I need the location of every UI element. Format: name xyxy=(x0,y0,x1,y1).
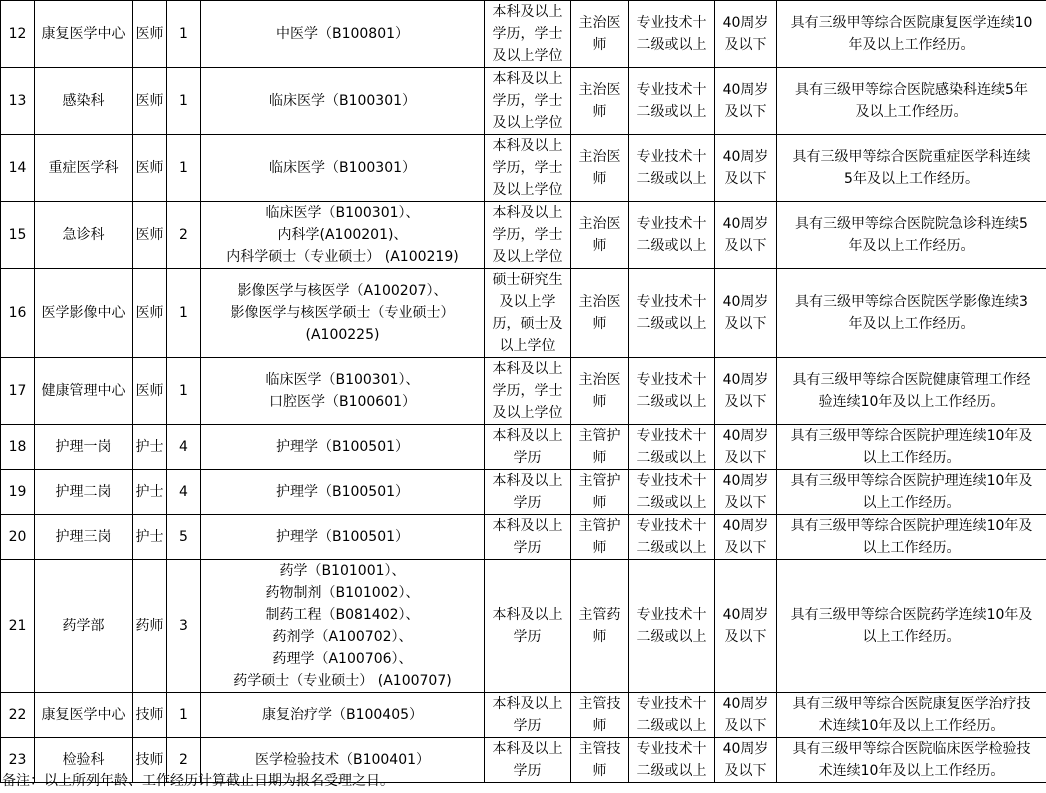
cell-count: 1 xyxy=(167,693,201,738)
cell-major: 护理学（B100501） xyxy=(201,470,485,515)
cell-age: 40周岁 及以下 xyxy=(715,135,777,202)
cell-req: 具有三级甲等综合医院药学连续10年及 以上工作经历。 xyxy=(777,560,1046,693)
table-row xyxy=(1,358,1046,425)
cell-grade: 专业技术十 二级或以上 xyxy=(629,358,715,425)
cell-dept: 感染科 xyxy=(35,68,133,135)
cell-grade: 专业技术十 二级或以上 xyxy=(629,470,715,515)
cell-rank: 主治医 师 xyxy=(571,68,629,135)
cell-dept: 护理三岗 xyxy=(35,515,133,560)
cell-major: 临床医学（B100301） xyxy=(201,135,485,202)
table-row xyxy=(1,269,1046,358)
cell-edu: 硕士研究生 及以上学 历，硕士及 以上学位 xyxy=(485,269,571,358)
cell-no: 13 xyxy=(1,68,35,135)
cell-req: 具有三级甲等综合医院康复医学治疗技 术连续10年及以上工作经历。 xyxy=(777,693,1046,738)
cell-req: 具有三级甲等综合医院重症医学科连续 5年及以上工作经历。 xyxy=(777,135,1046,202)
cell-age: 40周岁 及以下 xyxy=(715,358,777,425)
cell-no: 12 xyxy=(1,1,35,68)
cell-age: 40周岁 及以下 xyxy=(715,269,777,358)
table-row xyxy=(1,425,1046,470)
cell-grade: 专业技术十 二级或以上 xyxy=(629,135,715,202)
table-row xyxy=(1,68,1046,135)
cell-no: 14 xyxy=(1,135,35,202)
cell-no: 21 xyxy=(1,560,35,693)
cell-no: 18 xyxy=(1,425,35,470)
cell-req: 具有三级甲等综合医院护理连续10年及 以上工作经历。 xyxy=(777,470,1046,515)
cell-count: 1 xyxy=(167,68,201,135)
table-row xyxy=(1,470,1046,515)
cell-title: 护士 xyxy=(133,515,167,560)
cell-title: 技师 xyxy=(133,693,167,738)
cell-dept: 康复医学中心 xyxy=(35,693,133,738)
cell-count: 5 xyxy=(167,515,201,560)
cell-no: 19 xyxy=(1,470,35,515)
table-row xyxy=(1,560,1046,693)
cell-rank: 主管护 师 xyxy=(571,515,629,560)
cell-no: 17 xyxy=(1,358,35,425)
cell-grade: 专业技术十 二级或以上 xyxy=(629,1,715,68)
cell-major: 临床医学（B100301） xyxy=(201,68,485,135)
cell-rank: 主管护 师 xyxy=(571,470,629,515)
table-row xyxy=(1,1,1046,68)
cell-age: 40周岁 及以下 xyxy=(715,693,777,738)
cell-grade: 专业技术十 二级或以上 xyxy=(629,693,715,738)
cell-req: 具有三级甲等综合医院感染科连续5年 及以上工作经历。 xyxy=(777,68,1046,135)
cell-title: 医师 xyxy=(133,135,167,202)
cell-req: 具有三级甲等综合医院护理连续10年及 以上工作经历。 xyxy=(777,425,1046,470)
cell-no: 23 xyxy=(1,738,35,783)
cell-major: 康复治疗学（B100405） xyxy=(201,693,485,738)
cell-edu: 本科及以上 学历 xyxy=(485,425,571,470)
cell-dept: 健康管理中心 xyxy=(35,358,133,425)
cell-count: 1 xyxy=(167,1,201,68)
cell-no: 16 xyxy=(1,269,35,358)
cell-no: 22 xyxy=(1,693,35,738)
cell-title: 护士 xyxy=(133,425,167,470)
cell-age: 40周岁 及以下 xyxy=(715,515,777,560)
cell-rank: 主治医 师 xyxy=(571,135,629,202)
cell-count: 4 xyxy=(167,470,201,515)
cell-edu: 本科及以上 学历，学士 及以上学位 xyxy=(485,135,571,202)
cell-edu: 本科及以上 学历 xyxy=(485,515,571,560)
cell-rank: 主治医 师 xyxy=(571,358,629,425)
cell-count: 4 xyxy=(167,425,201,470)
cell-major: 药学（B101001）、 药物制剂（B101002）、 制药工程（B081402）、 药剂学（A100702）、 药理学（A100706）、 药学硕士（专业硕士） (A100707) xyxy=(201,560,485,693)
cell-major: 影像医学与核医学（A100207）、 影像医学与核医学硕士（专业硕士） (A100225) xyxy=(201,269,485,358)
cell-edu: 本科及以上 学历 xyxy=(485,693,571,738)
cell-rank: 主治医 师 xyxy=(571,1,629,68)
cell-grade: 专业技术十 二级或以上 xyxy=(629,738,715,783)
cell-grade: 专业技术十 二级或以上 xyxy=(629,202,715,269)
cell-dept: 急诊科 xyxy=(35,202,133,269)
cell-age: 40周岁 及以下 xyxy=(715,470,777,515)
cell-dept: 检验科 xyxy=(35,738,133,783)
cell-major: 临床医学（B100301）、 口腔医学（B100601） xyxy=(201,358,485,425)
table-row xyxy=(1,515,1046,560)
cell-title: 医师 xyxy=(133,358,167,425)
cell-edu: 本科及以上 学历 xyxy=(485,738,571,783)
cell-title: 医师 xyxy=(133,1,167,68)
cell-no: 15 xyxy=(1,202,35,269)
cell-age: 40周岁 及以下 xyxy=(715,202,777,269)
cell-grade: 专业技术十 二级或以上 xyxy=(629,560,715,693)
cell-major: 临床医学（B100301）、 内科学(A100201)、 内科学硕士（专业硕士） (A100219) xyxy=(201,202,485,269)
cell-title: 医师 xyxy=(133,269,167,358)
cell-grade: 专业技术十 二级或以上 xyxy=(629,425,715,470)
cell-age: 40周岁 及以下 xyxy=(715,1,777,68)
cell-edu: 本科及以上 学历 xyxy=(485,560,571,693)
cell-dept: 重症医学科 xyxy=(35,135,133,202)
cell-grade: 专业技术十 二级或以上 xyxy=(629,269,715,358)
cell-edu: 本科及以上 学历，学士 及以上学位 xyxy=(485,202,571,269)
cell-title: 医师 xyxy=(133,202,167,269)
cell-dept: 康复医学中心 xyxy=(35,1,133,68)
table-row xyxy=(1,693,1046,738)
cell-count: 1 xyxy=(167,358,201,425)
cell-dept: 药学部 xyxy=(35,560,133,693)
cell-rank: 主管药 师 xyxy=(571,560,629,693)
cell-major: 护理学（B100501） xyxy=(201,425,485,470)
cell-grade: 专业技术十 二级或以上 xyxy=(629,515,715,560)
cell-dept: 医学影像中心 xyxy=(35,269,133,358)
cell-age: 40周岁 及以下 xyxy=(715,425,777,470)
cell-age: 40周岁 及以下 xyxy=(715,560,777,693)
cell-req: 具有三级甲等综合医院院急诊科连续5 年及以上工作经历。 xyxy=(777,202,1046,269)
cell-title: 护士 xyxy=(133,470,167,515)
cell-count: 3 xyxy=(167,560,201,693)
cell-major: 医学检验技术（B100401） xyxy=(201,738,485,783)
table-row xyxy=(1,135,1046,202)
cell-edu: 本科及以上 学历，学士 及以上学位 xyxy=(485,68,571,135)
cell-rank: 主管技 师 xyxy=(571,738,629,783)
cell-grade: 专业技术十 二级或以上 xyxy=(629,68,715,135)
cell-edu: 本科及以上 学历 xyxy=(485,470,571,515)
cell-req: 具有三级甲等综合医院护理连续10年及 以上工作经历。 xyxy=(777,515,1046,560)
cell-dept: 护理二岗 xyxy=(35,470,133,515)
cell-req: 具有三级甲等综合医院健康管理工作经 验连续10年及以上工作经历。 xyxy=(777,358,1046,425)
cell-rank: 主治医 师 xyxy=(571,202,629,269)
cell-age: 40周岁 及以下 xyxy=(715,738,777,783)
cell-count: 1 xyxy=(167,135,201,202)
cell-req: 具有三级甲等综合医院康复医学连续10 年及以上工作经历。 xyxy=(777,1,1046,68)
cell-no: 20 xyxy=(1,515,35,560)
cell-title: 技师 xyxy=(133,738,167,783)
cell-age: 40周岁 及以下 xyxy=(715,68,777,135)
table-row xyxy=(1,202,1046,269)
footnote: 备注：以上所列年龄、工作经历计算截止日期为报名受理之日。 xyxy=(2,773,394,789)
cell-rank: 主治医 师 xyxy=(571,269,629,358)
cell-title: 药师 xyxy=(133,560,167,693)
cell-req: 具有三级甲等综合医院临床医学检验技 术连续10年及以上工作经历。 xyxy=(777,738,1046,783)
cell-req: 具有三级甲等综合医院医学影像连续3 年及以上工作经历。 xyxy=(777,269,1046,358)
cell-rank: 主管技 师 xyxy=(571,693,629,738)
cell-dept: 护理一岗 xyxy=(35,425,133,470)
cell-title: 医师 xyxy=(133,68,167,135)
cell-edu: 本科及以上 学历，学士 及以上学位 xyxy=(485,1,571,68)
cell-count: 2 xyxy=(167,202,201,269)
cell-edu: 本科及以上 学历，学士 及以上学位 xyxy=(485,358,571,425)
cell-rank: 主管护 师 xyxy=(571,425,629,470)
cell-count: 1 xyxy=(167,269,201,358)
cell-count: 2 xyxy=(167,738,201,783)
cell-major: 中医学（B100801） xyxy=(201,1,485,68)
cell-major: 护理学（B100501） xyxy=(201,515,485,560)
